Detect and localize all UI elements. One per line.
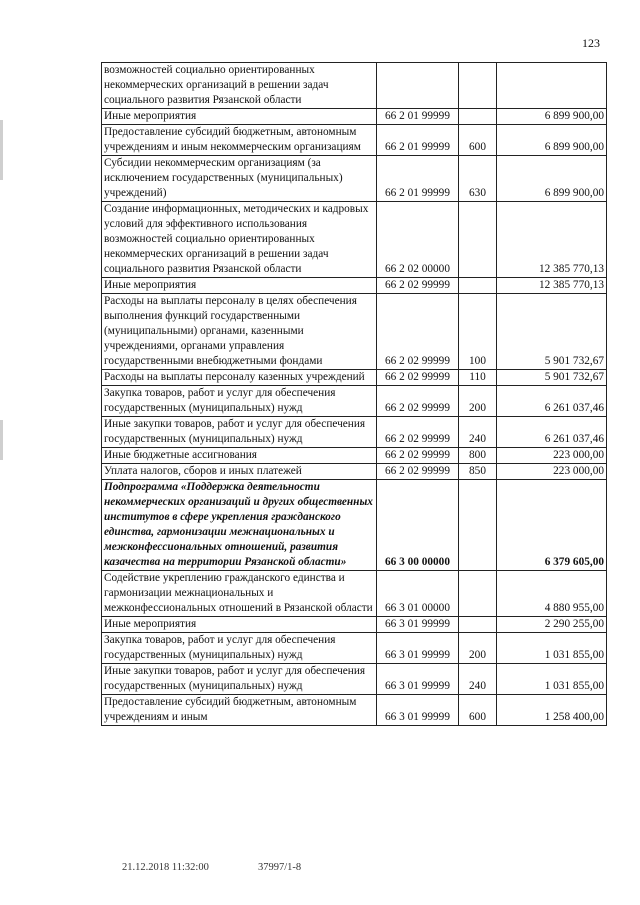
- table-row: [102, 202, 607, 278]
- row-code: 66 3 01 99999: [377, 633, 459, 664]
- row-expense-type: 200: [459, 386, 497, 417]
- row-expense-type: 240: [459, 664, 497, 695]
- row-name: Содействие укреплению гражданского единства и гармонизации межнациональных и межконфессиональных отношений в Рязанской области: [102, 571, 377, 617]
- row-expense-type: 600: [459, 125, 497, 156]
- row-amount: 6 379 605,00: [497, 480, 607, 571]
- table-row: [102, 370, 607, 386]
- table-row: [102, 294, 607, 370]
- row-name: возможностей социально ориентированных некоммерческих организаций в решении задач социального развития Рязанской области: [102, 63, 377, 109]
- table-row: [102, 633, 607, 664]
- row-amount: 2 290 255,00: [497, 617, 607, 633]
- row-amount: 1 258 400,00: [497, 695, 607, 726]
- row-amount: 12 385 770,13: [497, 202, 607, 278]
- scan-edge-mark: [0, 420, 3, 460]
- row-code: [377, 63, 459, 109]
- row-code: 66 2 02 00000: [377, 202, 459, 278]
- row-expense-type: [459, 63, 497, 109]
- table-row: [102, 695, 607, 726]
- row-amount: [497, 63, 607, 109]
- table-row: [102, 125, 607, 156]
- row-expense-type: 630: [459, 156, 497, 202]
- row-expense-type: 100: [459, 294, 497, 370]
- row-code: 66 2 02 99999: [377, 278, 459, 294]
- row-name: Расходы на выплаты персоналу казенных учреждений: [102, 370, 377, 386]
- row-expense-type: 200: [459, 633, 497, 664]
- row-amount: 5 901 732,67: [497, 370, 607, 386]
- row-name: Расходы на выплаты персоналу в целях обеспечения выполнения функций государственными (муниципальными) органами, казенными учреждениями, органами управления государственными внебюджетными фондами: [102, 294, 377, 370]
- row-amount: 6 899 900,00: [497, 125, 607, 156]
- row-name: Иные мероприятия: [102, 617, 377, 633]
- row-code: 66 2 02 99999: [377, 294, 459, 370]
- row-amount: 12 385 770,13: [497, 278, 607, 294]
- row-amount: 223 000,00: [497, 464, 607, 480]
- table-row: [102, 480, 607, 571]
- row-name: Предоставление субсидий бюджетным, автономным учреждениям и иным некоммерческим организациям: [102, 125, 377, 156]
- row-amount: 6 899 900,00: [497, 109, 607, 125]
- table-row: [102, 109, 607, 125]
- table-row: [102, 417, 607, 448]
- row-code: 66 3 01 00000: [377, 571, 459, 617]
- row-expense-type: [459, 617, 497, 633]
- footer-doc-id: 37997/1-8: [258, 862, 302, 873]
- scan-edge-mark: [0, 120, 3, 180]
- row-name: Иные бюджетные ассигнования: [102, 448, 377, 464]
- row-expense-type: 800: [459, 448, 497, 464]
- table-row: [102, 156, 607, 202]
- row-expense-type: [459, 480, 497, 571]
- page-number: 123: [582, 36, 600, 50]
- row-name: Иные закупки товаров, работ и услуг для обеспечения государственных (муниципальных) нужд: [102, 417, 377, 448]
- table-row: [102, 464, 607, 480]
- row-expense-type: [459, 278, 497, 294]
- row-amount: 6 261 037,46: [497, 417, 607, 448]
- row-name: Закупка товаров, работ и услуг для обеспечения государственных (муниципальных) нужд: [102, 386, 377, 417]
- row-code: 66 3 00 00000: [377, 480, 459, 571]
- row-expense-type: [459, 109, 497, 125]
- row-amount: 223 000,00: [497, 448, 607, 464]
- row-name: Уплата налогов, сборов и иных платежей: [102, 464, 377, 480]
- row-code: 66 2 02 99999: [377, 448, 459, 464]
- row-expense-type: 240: [459, 417, 497, 448]
- row-amount: 6 261 037,46: [497, 386, 607, 417]
- row-code: 66 3 01 99999: [377, 695, 459, 726]
- row-name: Предоставление субсидий бюджетным, автономным учреждениям и иным: [102, 695, 377, 726]
- budget-table: [101, 62, 607, 726]
- row-name: Иные мероприятия: [102, 278, 377, 294]
- row-code: 66 2 02 99999: [377, 386, 459, 417]
- table-row: [102, 448, 607, 464]
- table-row: [102, 617, 607, 633]
- row-code: 66 2 02 99999: [377, 417, 459, 448]
- row-expense-type: 110: [459, 370, 497, 386]
- table-row: [102, 571, 607, 617]
- row-amount: 5 901 732,67: [497, 294, 607, 370]
- table-row: [102, 63, 607, 109]
- row-code: 66 3 01 99999: [377, 664, 459, 695]
- row-name: Иные закупки товаров, работ и услуг для обеспечения государственных (муниципальных) нужд: [102, 664, 377, 695]
- row-expense-type: 850: [459, 464, 497, 480]
- row-code: 66 2 02 99999: [377, 464, 459, 480]
- row-amount: 4 880 955,00: [497, 571, 607, 617]
- row-expense-type: [459, 202, 497, 278]
- row-name: Создание информационных, методических и кадровых условий для эффективного использования возможностей социально ориентированных некоммерческих организаций в решении задач социального развития Рязанской области: [102, 202, 377, 278]
- row-code: 66 2 01 99999: [377, 125, 459, 156]
- table-row: [102, 664, 607, 695]
- row-amount: 1 031 855,00: [497, 664, 607, 695]
- row-amount: 6 899 900,00: [497, 156, 607, 202]
- row-name: Подпрограмма «Поддержка деятельности некоммерческих организаций и других общественных институтов в сфере укрепления гражданского единства, гармонизации межнациональных и межконфессиональных отношений, развития казачества на территории Рязанской области»: [102, 480, 377, 571]
- row-expense-type: 600: [459, 695, 497, 726]
- row-amount: 1 031 855,00: [497, 633, 607, 664]
- row-code: 66 2 01 99999: [377, 156, 459, 202]
- row-code: 66 3 01 99999: [377, 617, 459, 633]
- row-name: Закупка товаров, работ и услуг для обеспечения государственных (муниципальных) нужд: [102, 633, 377, 664]
- row-expense-type: [459, 571, 497, 617]
- table-row: [102, 278, 607, 294]
- row-name: Субсидии некоммерческим организациям (за исключением государственных (муниципальных) учреждений): [102, 156, 377, 202]
- row-name: Иные мероприятия: [102, 109, 377, 125]
- row-code: 66 2 02 99999: [377, 370, 459, 386]
- table-row: [102, 386, 607, 417]
- budget-table-body: [102, 63, 607, 726]
- row-code: 66 2 01 99999: [377, 109, 459, 125]
- footer-date: 21.12.2018 11:32:00: [122, 862, 209, 873]
